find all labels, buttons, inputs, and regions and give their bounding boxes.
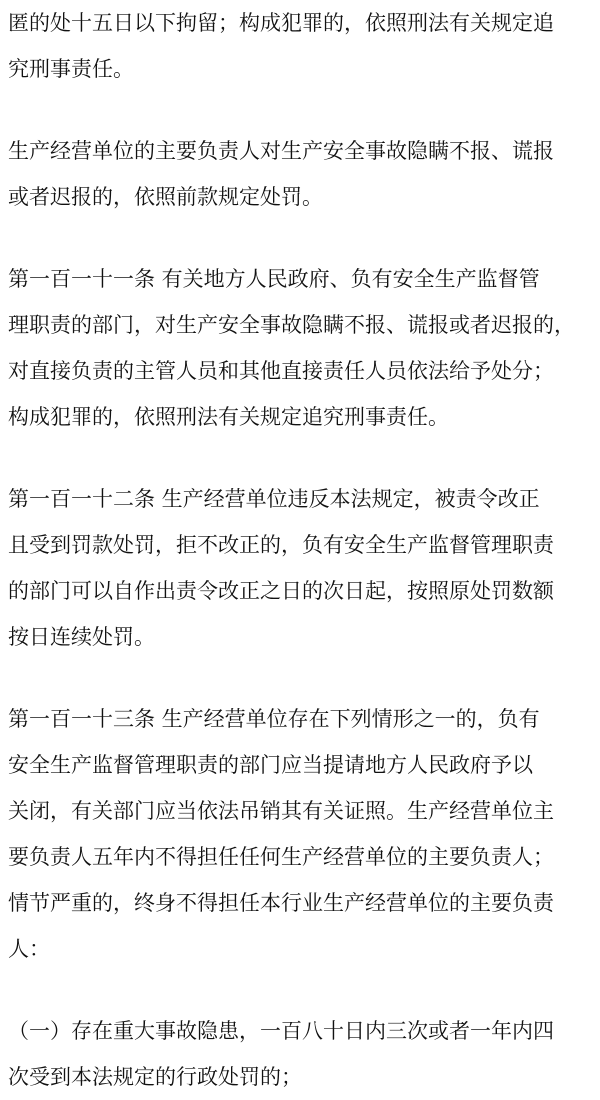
text-line: 理职责的部门，对生产安全事故隐瞒不报、谎报或者迟报的， bbox=[8, 313, 575, 337]
text-line: 的部门可以自作出责令改正之日的次日起，按照原处罚数额 bbox=[8, 579, 554, 603]
paragraph-1 bbox=[8, 0, 592, 92]
document-body bbox=[8, 0, 592, 1100]
list-item-1 bbox=[8, 1008, 592, 1100]
paragraph-2 bbox=[8, 128, 592, 220]
text-line: 或者迟报的，依照前款规定处罚。 bbox=[8, 185, 323, 209]
article-112 bbox=[8, 476, 592, 660]
text-line: 人： bbox=[8, 937, 50, 961]
text-line: 且受到罚款处罚，拒不改正的，负有安全生产监督管理职责 bbox=[8, 533, 554, 557]
text-line: 第一百一十二条 生产经营单位违反本法规定，被责令改正 bbox=[8, 487, 540, 511]
text-line: 究刑事责任。 bbox=[8, 57, 134, 81]
text-line: 次受到本法规定的行政处罚的； bbox=[8, 1065, 302, 1089]
text-line: （一）存在重大事故隐患，一百八十日内三次或者一年内四 bbox=[8, 1019, 554, 1043]
text-line: 构成犯罪的，依照刑法有关规定追究刑事责任。 bbox=[8, 405, 449, 429]
article-111 bbox=[8, 256, 592, 440]
text-line: 生产经营单位的主要负责人对生产安全事故隐瞒不报、谎报 bbox=[8, 139, 554, 163]
text-line: 关闭，有关部门应当依法吊销其有关证照。生产经营单位主 bbox=[8, 799, 554, 823]
text-line: 按日连续处罚。 bbox=[8, 625, 155, 649]
article-113 bbox=[8, 696, 592, 972]
text-line: 匿的处十五日以下拘留；构成犯罪的，依照刑法有关规定追 bbox=[8, 11, 554, 35]
text-line: 第一百一十一条 有关地方人民政府、负有安全生产监督管 bbox=[8, 267, 540, 291]
text-line: 安全生产监督管理职责的部门应当提请地方人民政府予以 bbox=[8, 753, 533, 777]
text-line: 第一百一十三条 生产经营单位存在下列情形之一的，负有 bbox=[8, 707, 540, 731]
text-line: 对直接负责的主管人员和其他直接责任人员依法给予处分； bbox=[8, 359, 554, 383]
text-line: 要负责人五年内不得担任任何生产经营单位的主要负责人； bbox=[8, 845, 554, 869]
text-line: 情节严重的，终身不得担任本行业生产经营单位的主要负责 bbox=[8, 891, 554, 915]
